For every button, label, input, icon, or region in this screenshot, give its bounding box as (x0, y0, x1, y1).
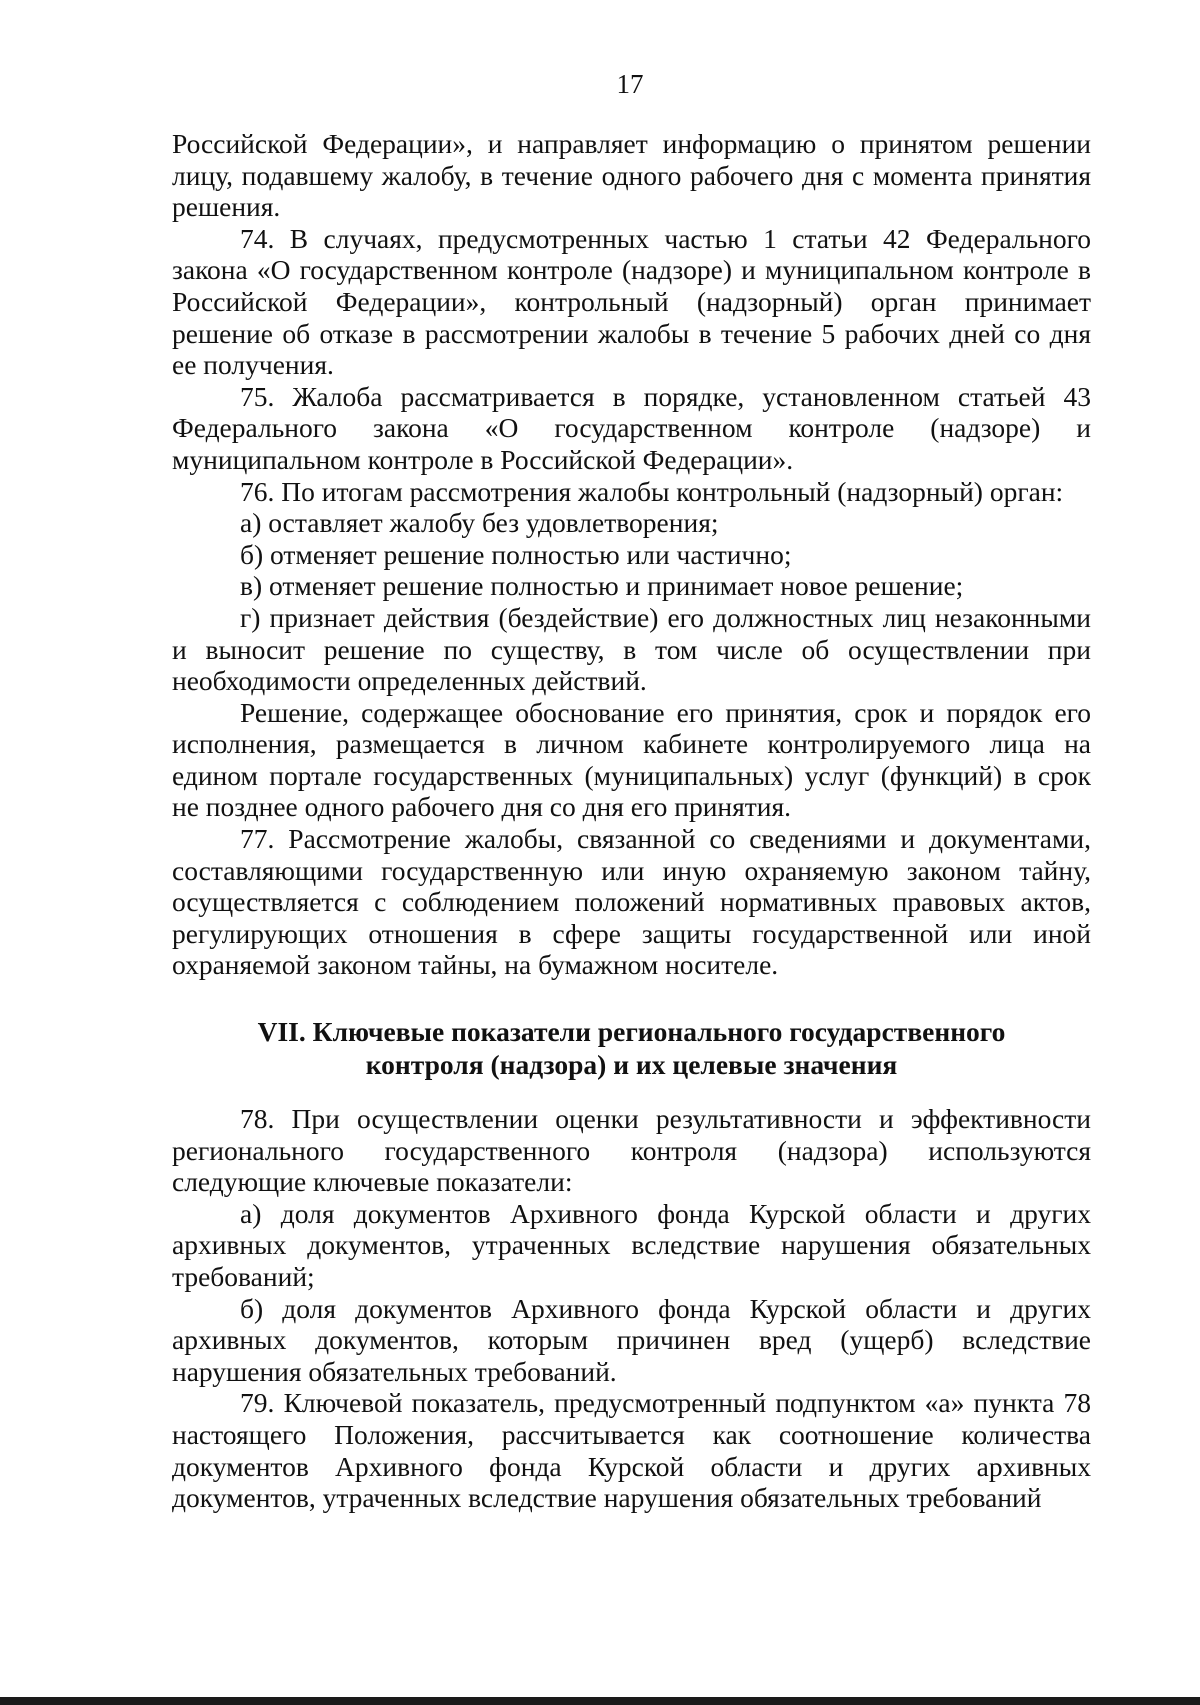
list-item-a: а) оставляет жалобу без удовлетворения; (240, 507, 719, 539)
list-item-v: в) отменяет решение полностью и принимает новое решение; (240, 570, 964, 602)
paragraph-77: 77. Рассмотрение жалобы, связанной со сведениями и документами, составляющими государственную или иную охраняемую законом тайну, осуществляется с соблюдением положений нормативных правовых актов, регулирующих отношения в сфере защиты государственной или иной охраняемой законом тайны, на бумажном носителе. (172, 823, 1091, 981)
paragraph-75: 75. Жалоба рассматривается в порядке, установленном статьей 43 Федерального закона «О государственном контроле (надзоре) и муниципальном контроле в Российской Федерации». (172, 380, 1091, 475)
paragraph: Российской Федерации», и направляет информацию о принятом решении лицу, подавшему жалобу, в течение одного рабочего дня с момента принятия решения. (172, 128, 1091, 223)
paragraphs-before (172, 128, 1091, 981)
document-body (172, 128, 1091, 1514)
paragraph-78: 78. При осуществлении оценки результативности и эффективности регионального государственного контроля (надзора) используются следующие ключевые показатели: (172, 1103, 1091, 1198)
paragraph-74: 74. В случаях, предусмотренных частью 1 статьи 42 Федерального закона «О государственном контроле (надзоре) и муниципальном контроле в Российской Федерации», контрольный (надзорный) орган принимает решение об отказе в рассмотрении жалобы в течение 5 рабочих дней со дня ее получения. (172, 222, 1091, 381)
scan-bottom-edge (0, 1697, 1200, 1705)
list-item-b: б) отменяет решение полностью или частично; (240, 538, 792, 570)
section-heading-line-1: VII. Ключевые показатели регионального государственного (257, 1016, 1006, 1048)
paragraph-decision: Решение, содержащее обоснование его принятия, срок и порядок его исполнения, размещается в личном кабинете контролируемого лица на едином портале государственных (муниципальных) услуг (функций) в срок не позднее одного рабочего дня со дня его принятия. (172, 696, 1091, 823)
page-number: 17 (616, 69, 644, 99)
list-item-g: г) признает действия (бездействие) его должностных лиц незаконными и выносит решение по существу, в том числе об осуществлении при необходимости определенных действий. (172, 601, 1091, 697)
section-heading (172, 1015, 1091, 1081)
paragraph-79: 79. Ключевой показатель, предусмотренный подпунктом «а» пункта 78 настоящего Положения, рассчитывается как соотношение количества документов Архивного фонда Курской области и других архивных документов, утраченных вследствие нарушения обязательных требований (172, 1387, 1091, 1514)
paragraphs-after (172, 1103, 1091, 1514)
list-item-b: б) доля документов Архивного фонда Курской области и других архивных документов, которым причинен вред (ущерб) вследствие нарушения обязательных требований. (172, 1292, 1091, 1387)
paragraph-76: 76. По итогам рассмотрения жалобы контрольный (надзорный) орган: (240, 475, 1064, 507)
section-heading-line-2: контроля (надзора) и их целевые значения (365, 1049, 898, 1081)
list-item-a: а) доля документов Архивного фонда Курской области и других архивных документов, утраченных вследствие нарушения обязательных требований; (172, 1197, 1091, 1292)
